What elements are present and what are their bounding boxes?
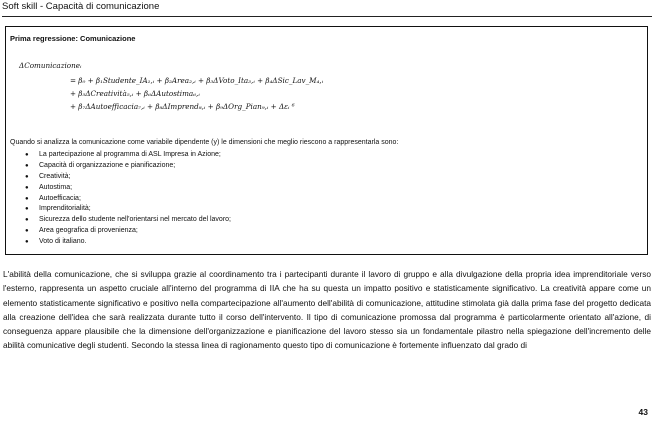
bullet-icon: ● [25,195,29,202]
bullet-icon: ● [25,173,29,180]
equation-line-1: = β₀ + β₁Studente_IA₁,ᵢ + β₂Area₂,ᵢ + β₃ΔVoto_Ita₃,ᵢ + β₄ΔSic_Lav_M₄,ᵢ [70,76,324,85]
box-title: Prima regressione: Comunicazione [10,34,136,43]
bullet-icon: ● [25,217,29,224]
list-item [6,204,231,215]
bullet-icon: ● [25,228,29,235]
list-item-text: Creatività; [39,172,71,180]
bullet-icon: ● [25,152,29,158]
list-item-text: Autostima; [39,183,73,191]
bullet-icon: ● [25,162,29,169]
list-item [6,183,231,194]
bullet-icon: ● [25,184,29,191]
bullet-icon: ● [25,239,29,246]
list-item [6,150,231,161]
dimension-list [6,150,231,248]
list-item-text: Area geografica di provenienza; [39,227,138,235]
list-intro: Quando si analizza la comunicazione come variabile dipendente (y) le dimensioni che meglio riescono a rappresentarla sono: [10,139,399,146]
list-item [6,161,231,172]
list-item-text: Sicurezza dello studente nell'orientarsi nel mercato del lavoro; [39,216,231,224]
list-item [6,215,231,226]
list-item-text: Voto di italiano. [39,238,87,246]
list-item-text: Capacità di organizzazione e pianificazione; [39,161,176,169]
list-item-text: Autoefficacia; [39,194,81,202]
list-item-text: Imprenditorialità; [39,205,91,213]
regression-box [5,26,648,255]
list-item [6,172,231,183]
equation-lhs: ΔComunicazioneᵢ [19,61,82,70]
list-item [6,237,231,248]
list-item-text: La partecipazione al programma di ASL Impresa in Azione; [39,151,221,158]
page-number: 43 [638,407,648,417]
list-item [6,194,231,205]
bullet-icon: ● [25,206,29,213]
header-divider [2,16,652,17]
equation-line-3: + β₇ΔAutoefficacia₇,ᵢ + β₈ΔImprend₈,ᵢ + β₉ΔOrg_Pian₉,ᵢ + Δεᵢ ⁶ [70,102,295,111]
page-header-title: Soft skill - Capacità di comunicazione [2,1,160,12]
list-item [6,226,231,237]
body-paragraph: L'abilità della comunicazione, che si sviluppa grazie al coordinamento tra i partecipanti durante il lavoro di gruppo e alla divulgazione della propria idea imprenditoriale verso l'esterno, rappresenta un aspetto cruciale all'interno del programma di IIA che ha su questa un impatto positivo e statisticamente significativo. La creatività appare come un elemento statisticamente significativo e positivo nella compartecipazione all'aumento dell'abilità di comunicazione, attitudine stimolata già dalla prima fase del progetto dedicata alla creazione dell'idea che sarà realizzata durante tutto il corso dell'intervento. Il tipo di comunicazione promossa dal programma è particolarmente orientato all'azione, di conseguenza appare plausibile che la dimensione dell'organizzazione e pianificazione del lavoro stesso sia un fondamentale pilastro nella spiegazione dell'incremento delle abilità comunicative degli studenti. Secondo la stessa linea di ragionamento questo tipo di comunicazione è fortemente influenzato dal grado di [3,269,651,351]
equation-line-2: + β₅ΔCreatività₅,ᵢ + β₆ΔAutostima₆,ᵢ [70,89,200,98]
